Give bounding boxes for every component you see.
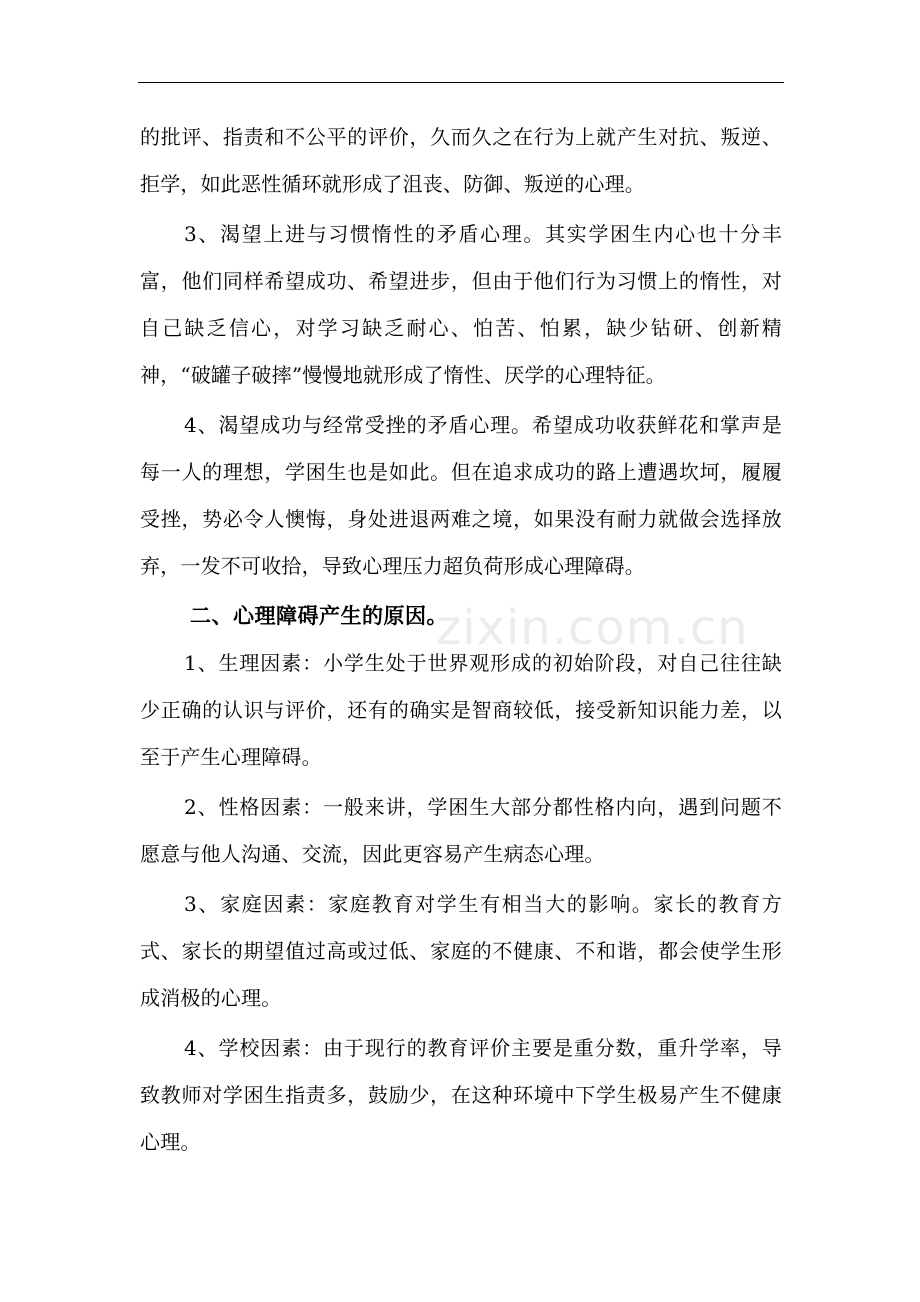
paragraph-cause-family: 3、家庭因素：家庭教育对学生有相当大的影响。家长的教育方式、家长的期望值过高或过低、家庭的不健康、不和谐，都会使学生形成消极的心理。 [140,892,782,1010]
document-body [140,114,782,1166]
paragraph-point-3-aspiration: 3、渴望上进与习惯惰性的矛盾心理。其实学困生内心也十分丰富，他们同样希望成功、希望进步，但由于他们行为习惯上的惰性，对自己缺乏信心，对学习缺乏耐心、怕苦、怕累，缺少钻研、创新精神，“破罐子破摔”慢慢地就形成了惰性、厌学的心理特征。 [140,222,782,387]
paragraph-cause-school: 4、学校因素：由于现行的教育评价主要是重分数，重升学率，导致教师对学困生指责多，鼓励少，在这种环境中下学生极易产生不健康心理。 [140,1036,782,1154]
watermark: zixin.com.cn [436,600,749,656]
paragraph-point-4-success: 4、渴望成功与经常受挫的矛盾心理。希望成功收获鲜花和掌声是每一人的理想，学困生也是如此。但在追求成功的路上遭遇坎坷，履履受挫，势必令人懊悔，身处进退两难之境，如果没有耐力就做会选择放弃，一发不可收拾，导致心理压力超负荷形成心理障碍。 [140,413,782,578]
header-rule [138,82,784,83]
paragraph-continuation: 的批评、指责和不公平的评价，久而久之在行为上就产生对抗、叛逆、拒学，如此恶性循环就形成了沮丧、防御、叛逆的心理。 [140,125,782,196]
paragraph-cause-physiological: 1、生理因素：小学生处于世界观形成的初始阶段，对自己往往缺少正确的认识与评价，还有的确实是智商较低，接受新知识能力差，以至于产生心理障碍。 [140,651,782,769]
section-heading-causes: 二、心理障碍产生的原因。 [190,604,448,628]
paragraph-cause-personality: 2、性格因素：一般来讲，学困生大部分都性格内向，遇到问题不愿意与他人沟通、交流，因此更容易产生病态心理。 [140,795,782,866]
